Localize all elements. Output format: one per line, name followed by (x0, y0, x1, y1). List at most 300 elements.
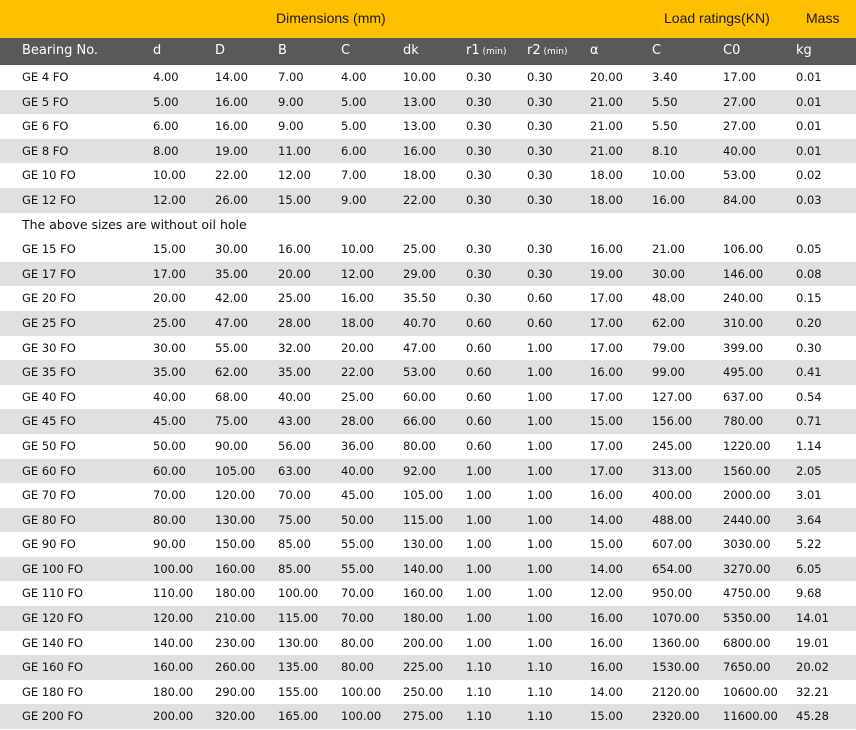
cell-c0-load: 84.00 (723, 192, 756, 207)
cell-kg: 0.71 (796, 414, 822, 429)
cell-outer-d: 180.00 (215, 586, 256, 601)
cell-kg: 3.64 (796, 512, 822, 527)
cell-outer-d: 105.00 (215, 463, 256, 478)
cell-r2: 0.30 (527, 168, 553, 183)
cell-c0-load: 53.00 (723, 168, 756, 183)
cell-r2: 0.30 (527, 192, 553, 207)
cell-bearing-no: GE 160 FO (22, 660, 84, 675)
cell-c-load: 156.00 (652, 414, 693, 429)
cell-c-load: 5.50 (652, 119, 678, 134)
cell-dk: 130.00 (403, 537, 444, 552)
cell-kg: 20.02 (796, 660, 829, 675)
cell-r1: 0.30 (466, 143, 492, 158)
load-ratings-group-label: Load ratings(KN) (664, 10, 770, 26)
cell-c-dim: 9.00 (341, 192, 367, 207)
column-header-dk: dk (403, 43, 419, 58)
cell-c0-load: 2000.00 (723, 488, 771, 503)
cell-c-dim: 4.00 (341, 70, 367, 84)
cell-r2: 1.00 (527, 586, 553, 601)
cell-r2: 1.00 (527, 512, 553, 527)
cell-dk: 35.50 (403, 291, 436, 306)
column-header-d: d (153, 43, 162, 58)
cell-dk: 13.00 (403, 119, 436, 134)
table-row (0, 90, 856, 115)
cell-bearing-no: GE 80 FO (22, 512, 76, 527)
cell-bearing-no: GE 6 FO (22, 119, 69, 134)
cell-c0-load: 310.00 (723, 315, 764, 330)
cell-dk: 29.00 (403, 266, 436, 281)
cell-outer-d: 16.00 (215, 119, 248, 134)
cell-b: 70.00 (278, 488, 311, 503)
cell-c-load: 30.00 (652, 266, 685, 281)
cell-dk: 16.00 (403, 143, 436, 158)
column-header-r2: r2 (min) (527, 43, 568, 58)
table-row (0, 606, 856, 631)
cell-c0-load: 10600.00 (723, 684, 778, 699)
cell-kg: 0.01 (796, 94, 822, 109)
cell-outer-d: 55.00 (215, 340, 248, 355)
cell-c0-load: 637.00 (723, 389, 764, 404)
cell-b: 20.00 (278, 266, 311, 281)
cell-alpha: 16.00 (590, 635, 623, 650)
cell-b: 15.00 (278, 192, 311, 207)
cell-alpha: 15.00 (590, 537, 623, 552)
cell-b: 40.00 (278, 389, 311, 404)
cell-c0-load: 240.00 (723, 291, 764, 306)
table-row (0, 631, 856, 656)
cell-dk: 53.00 (403, 365, 436, 380)
cell-bearing-no: GE 8 FO (22, 143, 69, 158)
cell-r2: 0.30 (527, 119, 553, 134)
table-row (0, 286, 856, 311)
cell-c-load: 62.00 (652, 315, 685, 330)
cell-b: 28.00 (278, 315, 311, 330)
cell-c-load: 2320.00 (652, 709, 700, 724)
cell-r2: 1.00 (527, 414, 553, 429)
cell-outer-d: 210.00 (215, 611, 256, 626)
cell-r1: 0.30 (466, 291, 492, 306)
cell-alpha: 19.00 (590, 266, 623, 281)
table-row (0, 557, 856, 582)
cell-kg: 0.20 (796, 315, 822, 330)
cell-c-load: 313.00 (652, 463, 693, 478)
table-row (0, 459, 856, 484)
cell-r1: 0.30 (466, 119, 492, 134)
table-row (0, 237, 856, 262)
cell-d: 100.00 (153, 561, 194, 576)
cell-r2: 0.30 (527, 143, 553, 158)
cell-c-load: 127.00 (652, 389, 693, 404)
cell-c0-load: 1220.00 (723, 438, 771, 453)
cell-alpha: 17.00 (590, 340, 623, 355)
cell-r2: 1.00 (527, 389, 553, 404)
cell-bearing-no: GE 200 FO (22, 709, 84, 724)
cell-kg: 19.01 (796, 635, 829, 650)
cell-alpha: 17.00 (590, 389, 623, 404)
cell-b: 135.00 (278, 660, 319, 675)
cell-bearing-no: GE 70 FO (22, 488, 76, 503)
cell-dk: 10.00 (403, 70, 436, 84)
cell-d: 5.00 (153, 94, 179, 109)
cell-r2: 0.60 (527, 291, 553, 306)
cell-r1: 1.00 (466, 561, 492, 576)
cell-b: 12.00 (278, 168, 311, 183)
cell-c-load: 2120.00 (652, 684, 700, 699)
cell-outer-d: 160.00 (215, 561, 256, 576)
cell-kg: 32.21 (796, 684, 829, 699)
cell-d: 120.00 (153, 611, 194, 626)
cell-c0-load: 5350.00 (723, 611, 771, 626)
table-row (0, 65, 856, 90)
cell-bearing-no: GE 20 FO (22, 291, 76, 306)
column-header-r1: r1 (min) (466, 43, 507, 58)
cell-kg: 0.02 (796, 168, 822, 183)
cell-dk: 18.00 (403, 168, 436, 183)
cell-c-load: 488.00 (652, 512, 693, 527)
cell-bearing-no: GE 45 FO (22, 414, 76, 429)
cell-bearing-no: GE 50 FO (22, 438, 76, 453)
cell-alpha: 17.00 (590, 438, 623, 453)
cell-b: 43.00 (278, 414, 311, 429)
cell-alpha: 16.00 (590, 365, 623, 380)
column-header-bearing-no: Bearing No. (22, 43, 99, 58)
cell-r1: 1.00 (466, 635, 492, 650)
table-row (0, 163, 856, 188)
cell-bearing-no: GE 120 FO (22, 611, 84, 626)
cell-c-load: 16.00 (652, 192, 685, 207)
cell-c-dim: 100.00 (341, 684, 382, 699)
cell-b: 75.00 (278, 512, 311, 527)
cell-bearing-no: GE 17 FO (22, 266, 76, 281)
cell-d: 140.00 (153, 635, 194, 650)
cell-bearing-no: GE 140 FO (22, 635, 84, 650)
cell-alpha: 15.00 (590, 414, 623, 429)
cell-c-dim: 80.00 (341, 660, 374, 675)
cell-r2: 1.00 (527, 561, 553, 576)
cell-kg: 45.28 (796, 709, 829, 724)
cell-c0-load: 3030.00 (723, 537, 771, 552)
cell-kg: 0.30 (796, 340, 822, 355)
table-row (0, 311, 856, 336)
cell-outer-d: 19.00 (215, 143, 248, 158)
cell-c0-load: 495.00 (723, 365, 764, 380)
cell-c-dim: 40.00 (341, 463, 374, 478)
cell-c0-load: 7650.00 (723, 660, 771, 675)
cell-r2: 1.00 (527, 438, 553, 453)
cell-b: 16.00 (278, 242, 311, 257)
cell-c-load: 8.10 (652, 143, 678, 158)
cell-c-dim: 10.00 (341, 242, 374, 257)
cell-c0-load: 399.00 (723, 340, 764, 355)
cell-bearing-no: GE 100 FO (22, 561, 84, 576)
cell-c-load: 607.00 (652, 537, 693, 552)
cell-c0-load: 780.00 (723, 414, 764, 429)
cell-dk: 22.00 (403, 192, 436, 207)
cell-b: 25.00 (278, 291, 311, 306)
cell-c0-load: 27.00 (723, 94, 756, 109)
cell-alpha: 16.00 (590, 242, 623, 257)
cell-outer-d: 42.00 (215, 291, 248, 306)
cell-bearing-no: GE 25 FO (22, 315, 76, 330)
cell-r1: 0.60 (466, 340, 492, 355)
cell-c0-load: 3270.00 (723, 561, 771, 576)
cell-alpha: 21.00 (590, 94, 623, 109)
cell-outer-d: 68.00 (215, 389, 248, 404)
cell-outer-d: 260.00 (215, 660, 256, 675)
cell-c0-load: 146.00 (723, 266, 764, 281)
cell-outer-d: 14.00 (215, 70, 248, 84)
cell-outer-d: 26.00 (215, 192, 248, 207)
cell-c-dim: 12.00 (341, 266, 374, 281)
cell-d: 180.00 (153, 684, 194, 699)
cell-d: 40.00 (153, 389, 186, 404)
cell-c-load: 99.00 (652, 365, 685, 380)
cell-bearing-no: GE 60 FO (22, 463, 76, 478)
cell-dk: 160.00 (403, 586, 444, 601)
cell-b: 11.00 (278, 143, 311, 158)
cell-c-dim: 100.00 (341, 709, 382, 724)
cell-kg: 2.05 (796, 463, 822, 478)
cell-r2: 1.10 (527, 684, 553, 699)
cell-r2: 1.00 (527, 635, 553, 650)
cell-b: 32.00 (278, 340, 311, 355)
cell-b: 155.00 (278, 684, 319, 699)
cell-alpha: 17.00 (590, 291, 623, 306)
cell-c-dim: 70.00 (341, 586, 374, 601)
cell-kg: 0.01 (796, 143, 822, 158)
cell-b: 100.00 (278, 586, 319, 601)
cell-r2: 0.30 (527, 70, 553, 84)
cell-dk: 40.70 (403, 315, 436, 330)
cell-r1: 1.00 (466, 537, 492, 552)
cell-dk: 66.00 (403, 414, 436, 429)
cell-r1: 1.10 (466, 660, 492, 675)
cell-c-load: 950.00 (652, 586, 693, 601)
cell-c-load: 3.40 (652, 70, 678, 84)
cell-outer-d: 22.00 (215, 168, 248, 183)
cell-c0-load: 17.00 (723, 70, 756, 84)
cell-dk: 200.00 (403, 635, 444, 650)
cell-d: 160.00 (153, 660, 194, 675)
cell-kg: 3.01 (796, 488, 822, 503)
cell-kg: 9.68 (796, 586, 822, 601)
cell-c-load: 1070.00 (652, 611, 700, 626)
cell-alpha: 21.00 (590, 119, 623, 134)
cell-alpha: 20.00 (590, 70, 623, 84)
cell-c-dim: 80.00 (341, 635, 374, 650)
cell-kg: 0.01 (796, 70, 822, 84)
cell-d: 35.00 (153, 365, 186, 380)
cell-r1: 1.00 (466, 611, 492, 626)
cell-c-dim: 16.00 (341, 291, 374, 306)
cell-c-dim: 7.00 (341, 168, 367, 183)
cell-bearing-no: GE 12 FO (22, 192, 76, 207)
cell-c-load: 48.00 (652, 291, 685, 306)
cell-c0-load: 11600.00 (723, 709, 778, 724)
mass-group-label: Mass (806, 10, 840, 26)
column-header-c0-load: C0 (723, 43, 741, 58)
cell-d: 4.00 (153, 70, 179, 84)
table-row (0, 188, 856, 213)
cell-b: 165.00 (278, 709, 319, 724)
cell-kg: 14.01 (796, 611, 829, 626)
cell-alpha: 14.00 (590, 561, 623, 576)
cell-alpha: 12.00 (590, 586, 623, 601)
cell-d: 70.00 (153, 488, 186, 503)
cell-dk: 92.00 (403, 463, 436, 478)
cell-c-dim: 5.00 (341, 119, 367, 134)
cell-alpha: 18.00 (590, 192, 623, 207)
cell-bearing-no: GE 5 FO (22, 94, 69, 109)
cell-outer-d: 150.00 (215, 537, 256, 552)
cell-r1: 0.60 (466, 438, 492, 453)
cell-kg: 0.05 (796, 242, 822, 257)
table-top-header (0, 0, 856, 38)
cell-dk: 250.00 (403, 684, 444, 699)
column-header-c-load: C (652, 43, 662, 58)
cell-b: 9.00 (278, 94, 304, 109)
cell-d: 6.00 (153, 119, 179, 134)
cell-bearing-no: GE 40 FO (22, 389, 76, 404)
cell-kg: 0.03 (796, 192, 822, 207)
cell-kg: 5.22 (796, 537, 822, 552)
cell-b: 9.00 (278, 119, 304, 134)
cell-outer-d: 230.00 (215, 635, 256, 650)
cell-c-dim: 55.00 (341, 561, 374, 576)
cell-alpha: 18.00 (590, 168, 623, 183)
table-row (0, 680, 856, 705)
table-row (0, 434, 856, 459)
cell-c-load: 654.00 (652, 561, 693, 576)
cell-kg: 0.15 (796, 291, 822, 306)
cell-b: 63.00 (278, 463, 311, 478)
cell-d: 90.00 (153, 537, 186, 552)
table-row (0, 704, 856, 729)
cell-outer-d: 47.00 (215, 315, 248, 330)
cell-b: 85.00 (278, 537, 311, 552)
table-row (0, 483, 856, 508)
cell-dk: 115.00 (403, 512, 444, 527)
cell-bearing-no: GE 180 FO (22, 684, 84, 699)
cell-d: 20.00 (153, 291, 186, 306)
cell-c-dim: 6.00 (341, 143, 367, 158)
cell-bearing-no: GE 10 FO (22, 168, 76, 183)
cell-bearing-no: GE 35 FO (22, 365, 76, 380)
table-row (0, 262, 856, 287)
cell-r1: 1.10 (466, 684, 492, 699)
cell-outer-d: 30.00 (215, 242, 248, 257)
cell-r2: 0.60 (527, 315, 553, 330)
cell-d: 60.00 (153, 463, 186, 478)
column-header-row (0, 38, 856, 65)
cell-b: 115.00 (278, 611, 319, 626)
cell-d: 17.00 (153, 266, 186, 281)
table-row (0, 508, 856, 533)
cell-r1: 0.60 (466, 389, 492, 404)
table-row (0, 336, 856, 361)
table-row (0, 409, 856, 434)
cell-outer-d: 62.00 (215, 365, 248, 380)
table-row (0, 385, 856, 410)
cell-d: 110.00 (153, 586, 194, 601)
cell-r1: 0.30 (466, 242, 492, 257)
cell-c0-load: 106.00 (723, 242, 764, 257)
cell-b: 130.00 (278, 635, 319, 650)
cell-r2: 0.30 (527, 266, 553, 281)
cell-c-dim: 18.00 (341, 315, 374, 330)
cell-outer-d: 320.00 (215, 709, 256, 724)
cell-d: 10.00 (153, 168, 186, 183)
cell-kg: 1.14 (796, 438, 822, 453)
cell-dk: 105.00 (403, 488, 444, 503)
cell-r1: 0.30 (466, 266, 492, 281)
cell-bearing-no: GE 110 FO (22, 586, 84, 601)
cell-kg: 0.41 (796, 365, 822, 380)
cell-r1: 0.60 (466, 414, 492, 429)
table-row (0, 139, 856, 164)
cell-alpha: 17.00 (590, 315, 623, 330)
cell-c-load: 10.00 (652, 168, 685, 183)
oil-hole-note-text: The above sizes are without oil hole (22, 216, 247, 232)
cell-kg: 6.05 (796, 561, 822, 576)
table-row (0, 655, 856, 680)
cell-b: 56.00 (278, 438, 311, 453)
cell-outer-d: 35.00 (215, 266, 248, 281)
cell-r1: 0.30 (466, 70, 492, 84)
oil-hole-note (0, 213, 856, 238)
cell-r1: 1.00 (466, 488, 492, 503)
cell-dk: 47.00 (403, 340, 436, 355)
cell-alpha: 16.00 (590, 611, 623, 626)
cell-r2: 0.30 (527, 94, 553, 109)
cell-outer-d: 16.00 (215, 94, 248, 109)
cell-r1: 1.00 (466, 512, 492, 527)
cell-dk: 180.00 (403, 611, 444, 626)
cell-d: 200.00 (153, 709, 194, 724)
cell-r1: 1.00 (466, 463, 492, 478)
cell-outer-d: 75.00 (215, 414, 248, 429)
column-header-alpha: α (590, 43, 599, 58)
cell-kg: 0.01 (796, 119, 822, 134)
table-row (0, 114, 856, 139)
cell-b: 7.00 (278, 70, 304, 84)
cell-c-dim: 5.00 (341, 94, 367, 109)
cell-outer-d: 130.00 (215, 512, 256, 527)
cell-r1: 1.00 (466, 586, 492, 601)
cell-bearing-no: GE 15 FO (22, 242, 76, 257)
cell-d: 12.00 (153, 192, 186, 207)
cell-c-dim: 28.00 (341, 414, 374, 429)
cell-b: 35.00 (278, 365, 311, 380)
cell-r2: 1.00 (527, 611, 553, 626)
cell-outer-d: 90.00 (215, 438, 248, 453)
cell-d: 45.00 (153, 414, 186, 429)
cell-r2: 1.10 (527, 660, 553, 675)
cell-c-dim: 36.00 (341, 438, 374, 453)
cell-b: 85.00 (278, 561, 311, 576)
cell-dk: 140.00 (403, 561, 444, 576)
cell-outer-d: 290.00 (215, 684, 256, 699)
cell-c-load: 21.00 (652, 242, 685, 257)
table-row (0, 581, 856, 606)
cell-dk: 13.00 (403, 94, 436, 109)
cell-r2: 1.00 (527, 488, 553, 503)
cell-bearing-no: GE 90 FO (22, 537, 76, 552)
table-row (0, 532, 856, 557)
cell-outer-d: 120.00 (215, 488, 256, 503)
cell-bearing-no: GE 30 FO (22, 340, 76, 355)
cell-c-load: 1530.00 (652, 660, 700, 675)
